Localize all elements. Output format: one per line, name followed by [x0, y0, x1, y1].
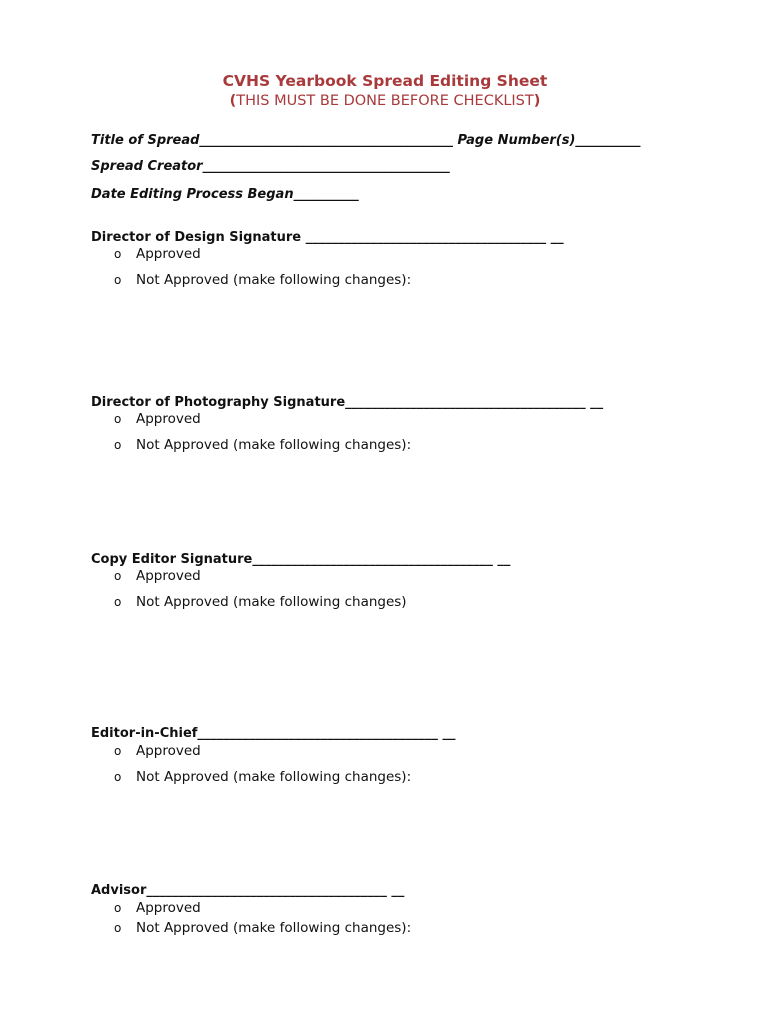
date-editing-field: Date Editing Process Began__________: [91, 187, 359, 202]
bullet-icon: o: [114, 247, 122, 261]
option-label: Approved: [136, 246, 201, 262]
bullet-icon: o: [114, 921, 122, 935]
advisor-not-approved-option: [114, 920, 411, 937]
editor-in-chief-approved-option: [114, 743, 201, 760]
editor-in-chief-signature-line: Editor-in-Chief_____________________________________ __: [91, 726, 456, 741]
advisor-signature-line: Advisor_____________________________________ __: [91, 883, 405, 898]
option-label: Not Approved (make following changes): [136, 594, 407, 610]
photography-signature-line: Director of Photography Signature_____________________________________ __: [91, 395, 604, 410]
bullet-icon: o: [114, 595, 122, 609]
spread-creator-field: Spread Creator______________________________________: [91, 159, 450, 174]
advisor-approved-option: [114, 900, 201, 917]
subtitle-text: THIS MUST BE DONE BEFORE CHECKLIST: [236, 93, 534, 109]
editor-in-chief-not-approved-option: [114, 769, 411, 786]
page-title: CVHS Yearbook Spread Editing Sheet: [222, 72, 548, 90]
bullet-icon: o: [114, 273, 122, 287]
option-label: Not Approved (make following changes):: [136, 272, 412, 288]
option-label: Approved: [136, 743, 201, 759]
subtitle-close-paren: ): [533, 93, 541, 109]
bullet-icon: o: [114, 438, 122, 452]
bullet-icon: o: [114, 569, 122, 583]
option-label: Not Approved (make following changes):: [136, 920, 412, 936]
design-approved-option: [114, 246, 201, 263]
subtitle-open-paren: (: [229, 93, 237, 109]
option-label: Not Approved (make following changes):: [136, 437, 412, 453]
page-subtitle: [0, 91, 770, 112]
title-of-spread-field: Title of Spread_______________________________________ Page Number(s)__________: [91, 133, 641, 148]
option-label: Not Approved (make following changes):: [136, 769, 412, 785]
header: [0, 71, 770, 112]
photography-not-approved-option: [114, 437, 411, 454]
design-signature-line: Director of Design Signature _____________________________________ __: [91, 230, 564, 245]
copy-editor-signature-line: Copy Editor Signature_____________________________________ __: [91, 552, 511, 567]
photography-approved-option: [114, 411, 201, 428]
option-label: Approved: [136, 411, 201, 427]
option-label: Approved: [136, 568, 201, 584]
copy-editor-approved-option: [114, 568, 201, 585]
option-label: Approved: [136, 900, 201, 916]
design-not-approved-option: [114, 272, 411, 289]
copy-editor-not-approved-option: [114, 594, 407, 611]
bullet-icon: o: [114, 744, 122, 758]
bullet-icon: o: [114, 412, 122, 426]
bullet-icon: o: [114, 770, 122, 784]
bullet-icon: o: [114, 901, 122, 915]
